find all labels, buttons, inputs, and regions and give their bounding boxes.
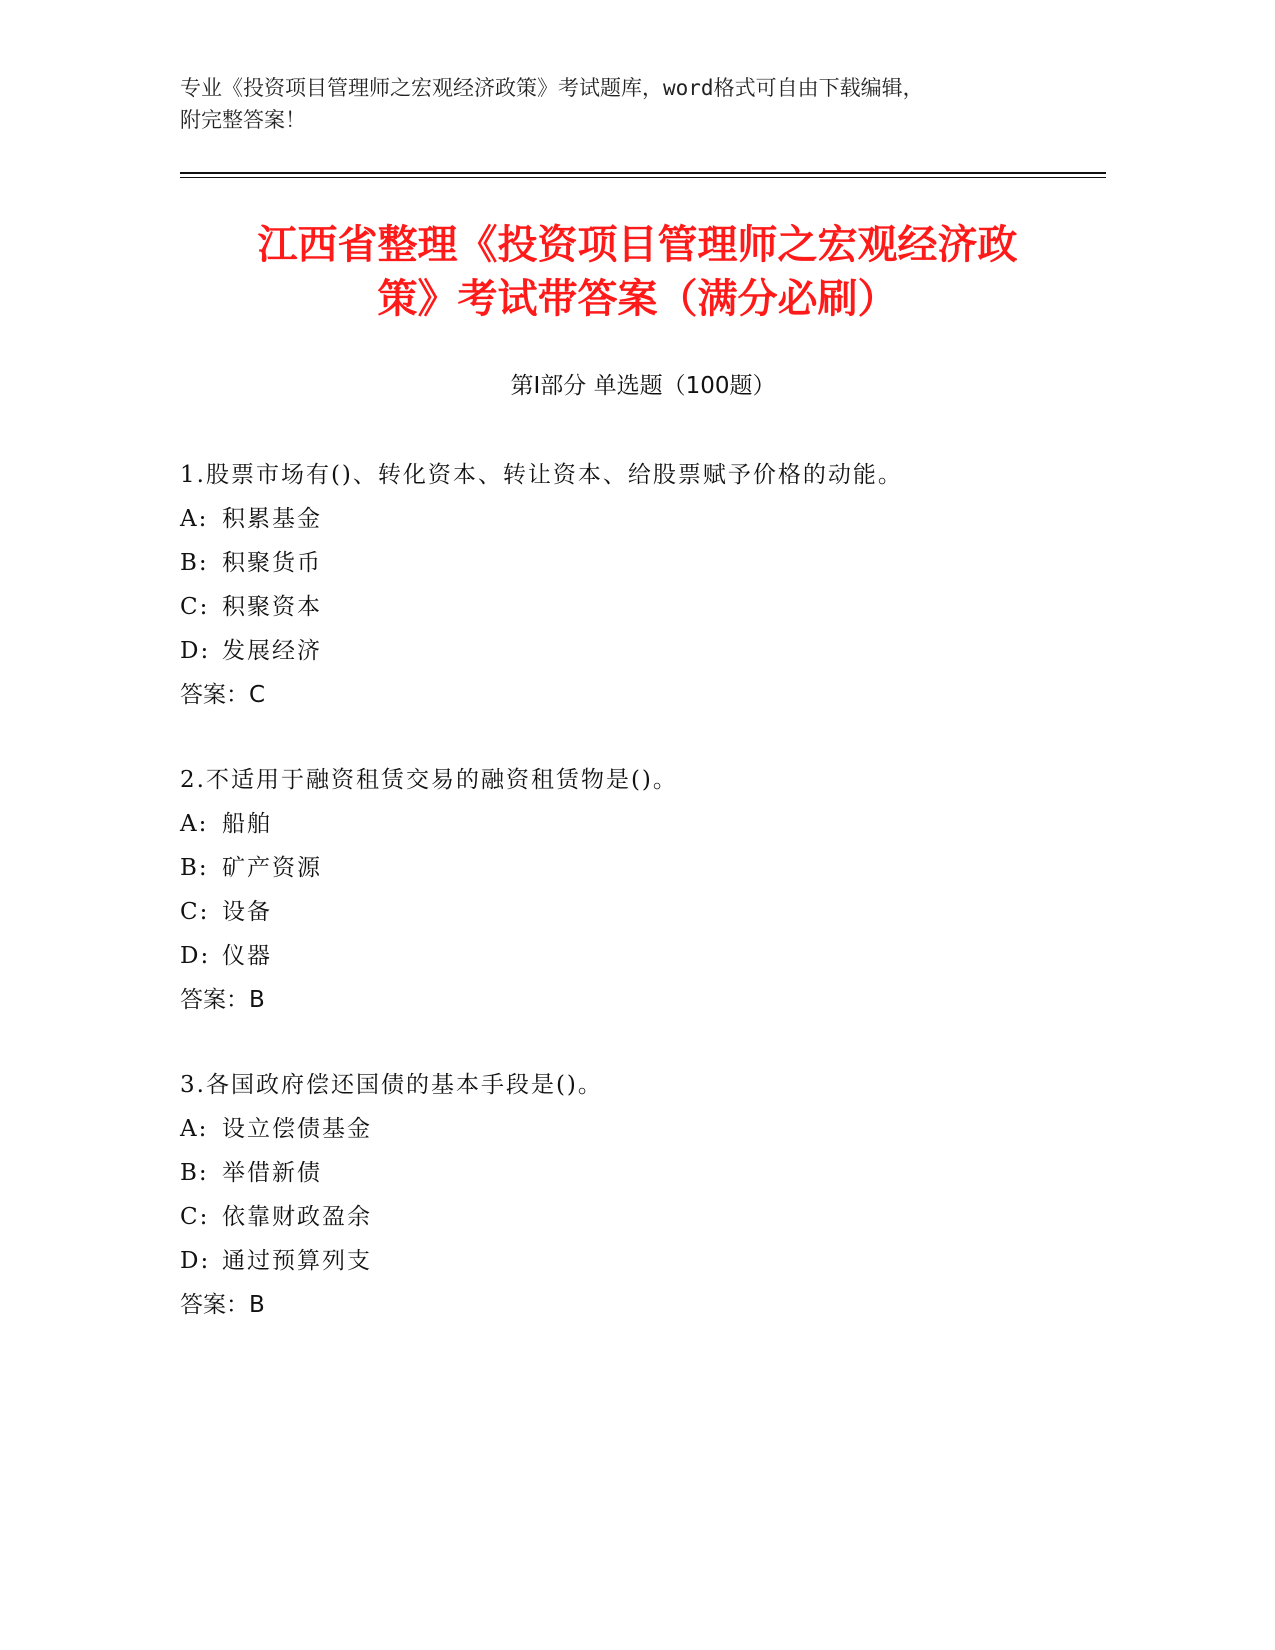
section-title: 第Ⅰ部分 单选题（100题）	[510, 373, 776, 399]
option-text: 船舶	[222, 811, 272, 837]
option-letter: B:	[180, 550, 209, 576]
option-letter: C:	[180, 594, 210, 620]
option-text: 通过预算列支	[222, 1248, 372, 1274]
header-divider-thick	[180, 172, 1106, 174]
document-title-line-2: 策》考试带答案（满分必刷）	[377, 276, 898, 322]
option-d	[180, 629, 1110, 673]
option-letter: A:	[180, 506, 209, 532]
option-letter: B:	[180, 855, 209, 881]
option-a	[180, 1107, 1110, 1151]
option-letter: A:	[180, 811, 209, 837]
option-c	[180, 1195, 1110, 1239]
option-letter: D:	[180, 638, 211, 664]
option-letter: A:	[180, 1116, 209, 1142]
option-letter: B:	[180, 1160, 209, 1186]
question-stem: 1.股票市场有()、转化资本、转让资本、给股票赋予价格的动能。	[180, 462, 903, 488]
option-letter: D:	[180, 943, 211, 969]
document-title	[150, 218, 1125, 326]
answer-line: 答案：C	[180, 682, 266, 708]
option-letter: D:	[180, 1248, 211, 1274]
option-letter: C:	[180, 899, 210, 925]
option-text: 发展经济	[222, 638, 322, 664]
option-d	[180, 934, 1110, 978]
question-stem: 3.各国政府偿还国债的基本手段是()。	[180, 1072, 603, 1098]
answer-line: 答案：B	[180, 987, 265, 1013]
question-stem: 2.不适用于融资租赁交易的融资租赁物是()。	[180, 767, 678, 793]
option-a	[180, 802, 1110, 846]
option-text: 设立偿债基金	[222, 1116, 372, 1142]
header-note	[180, 72, 1110, 136]
option-c	[180, 585, 1110, 629]
option-a	[180, 497, 1110, 541]
option-b	[180, 541, 1110, 585]
question-3	[180, 1063, 1110, 1327]
option-text: 举借新债	[222, 1160, 322, 1186]
question-1	[180, 453, 1110, 717]
option-text: 积累基金	[222, 506, 322, 532]
option-text: 仪器	[222, 943, 272, 969]
option-text: 依靠财政盈余	[222, 1204, 372, 1230]
header-divider-thin	[180, 177, 1106, 178]
option-text: 设备	[222, 899, 272, 925]
option-d	[180, 1239, 1110, 1283]
option-b	[180, 846, 1110, 890]
option-text: 积聚资本	[222, 594, 322, 620]
option-letter: C:	[180, 1204, 210, 1230]
option-text: 积聚货币	[222, 550, 322, 576]
question-2	[180, 758, 1110, 1022]
option-text: 矿产资源	[222, 855, 322, 881]
header-note-line-2: 附完整答案！	[180, 108, 306, 132]
header-note-line-1: 专业《投资项目管理师之宏观经济政策》考试题库，word格式可自由下载编辑，	[180, 76, 924, 100]
option-c	[180, 890, 1110, 934]
document-title-line-1: 江西省整理《投资项目管理师之宏观经济政	[257, 222, 1018, 268]
answer-line: 答案：B	[180, 1292, 265, 1318]
option-b	[180, 1151, 1110, 1195]
